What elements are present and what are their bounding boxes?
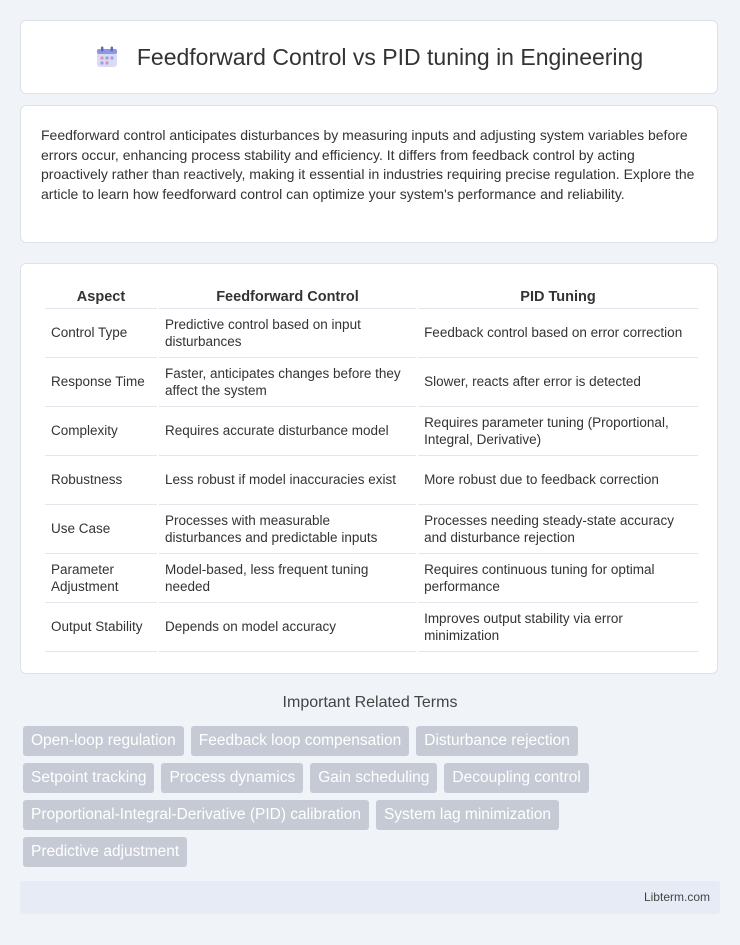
term-tag[interactable]: Feedback loop compensation (191, 726, 410, 756)
comparison-card (20, 263, 718, 674)
table-row (45, 456, 698, 505)
comparison-table (43, 286, 700, 652)
table-cell: Parameter Adjustment (45, 554, 157, 603)
footer (20, 881, 720, 914)
table-cell: Requires parameter tuning (Proportional, Integral, Derivative) (418, 407, 698, 456)
table-cell: Complexity (45, 407, 157, 456)
header-feedforward: Feedforward Control (159, 286, 416, 309)
table-header-row (45, 286, 698, 309)
table-cell: Control Type (45, 309, 157, 358)
table-cell: Requires accurate disturbance model (159, 407, 416, 456)
table-cell: Feedback control based on error correction (418, 309, 698, 358)
table-row (45, 407, 698, 456)
table-cell: Output Stability (45, 603, 157, 652)
table-cell: Depends on model accuracy (159, 603, 416, 652)
table-cell: Response Time (45, 358, 157, 407)
header-pid: PID Tuning (418, 286, 698, 309)
related-terms-title: Important Related Terms (282, 694, 458, 711)
term-tag[interactable]: Setpoint tracking (23, 763, 154, 793)
table-cell: Robustness (45, 456, 157, 505)
term-tag[interactable]: System lag minimization (376, 800, 559, 830)
table-row (45, 505, 698, 554)
related-terms-list (23, 726, 683, 867)
calendar-icon (95, 45, 119, 69)
table-cell: Faster, anticipates changes before they affect the system (159, 358, 416, 407)
table-row (45, 554, 698, 603)
term-tag[interactable]: Proportional-Integral-Derivative (PID) calibration (23, 800, 369, 830)
term-tag[interactable]: Predictive adjustment (23, 837, 187, 867)
table-cell: Use Case (45, 505, 157, 554)
intro-card (20, 105, 718, 243)
term-tag[interactable]: Disturbance rejection (416, 726, 578, 756)
table-cell: Model-based, less frequent tuning needed (159, 554, 416, 603)
table-cell: Processes with measurable disturbances and predictable inputs (159, 505, 416, 554)
header-card (20, 20, 718, 94)
table-row (45, 358, 698, 407)
header-aspect: Aspect (45, 286, 157, 309)
intro-text: Feedforward control anticipates disturbances by measuring inputs and adjusting system variables before errors occur, enhancing process stability and efficiency. It differs from feedback control by acting proactively rather than reactively, making it essential in industries requiring precise regulation. Explore the article to learn how feedforward control can optimize your system's performance and reliability. (41, 127, 695, 202)
term-tag[interactable]: Open-loop regulation (23, 726, 184, 756)
table-cell: Less robust if model inaccuracies exist (159, 456, 416, 505)
page-title: Feedforward Control vs PID tuning in Engineering (136, 43, 644, 70)
table-cell: More robust due to feedback correction (418, 456, 698, 505)
footer-site-link[interactable]: Libterm.com (643, 890, 710, 904)
table-cell: Improves output stability via error minimization (418, 603, 698, 652)
term-tag[interactable]: Decoupling control (444, 763, 588, 793)
term-tag[interactable]: Gain scheduling (310, 763, 437, 793)
table-cell: Processes needing steady-state accuracy and disturbance rejection (418, 505, 698, 554)
table-row (45, 309, 698, 358)
table-cell: Slower, reacts after error is detected (418, 358, 698, 407)
term-tag[interactable]: Process dynamics (161, 763, 303, 793)
table-cell: Predictive control based on input disturbances (159, 309, 416, 358)
table-row (45, 603, 698, 652)
table-cell: Requires continuous tuning for optimal performance (418, 554, 698, 603)
